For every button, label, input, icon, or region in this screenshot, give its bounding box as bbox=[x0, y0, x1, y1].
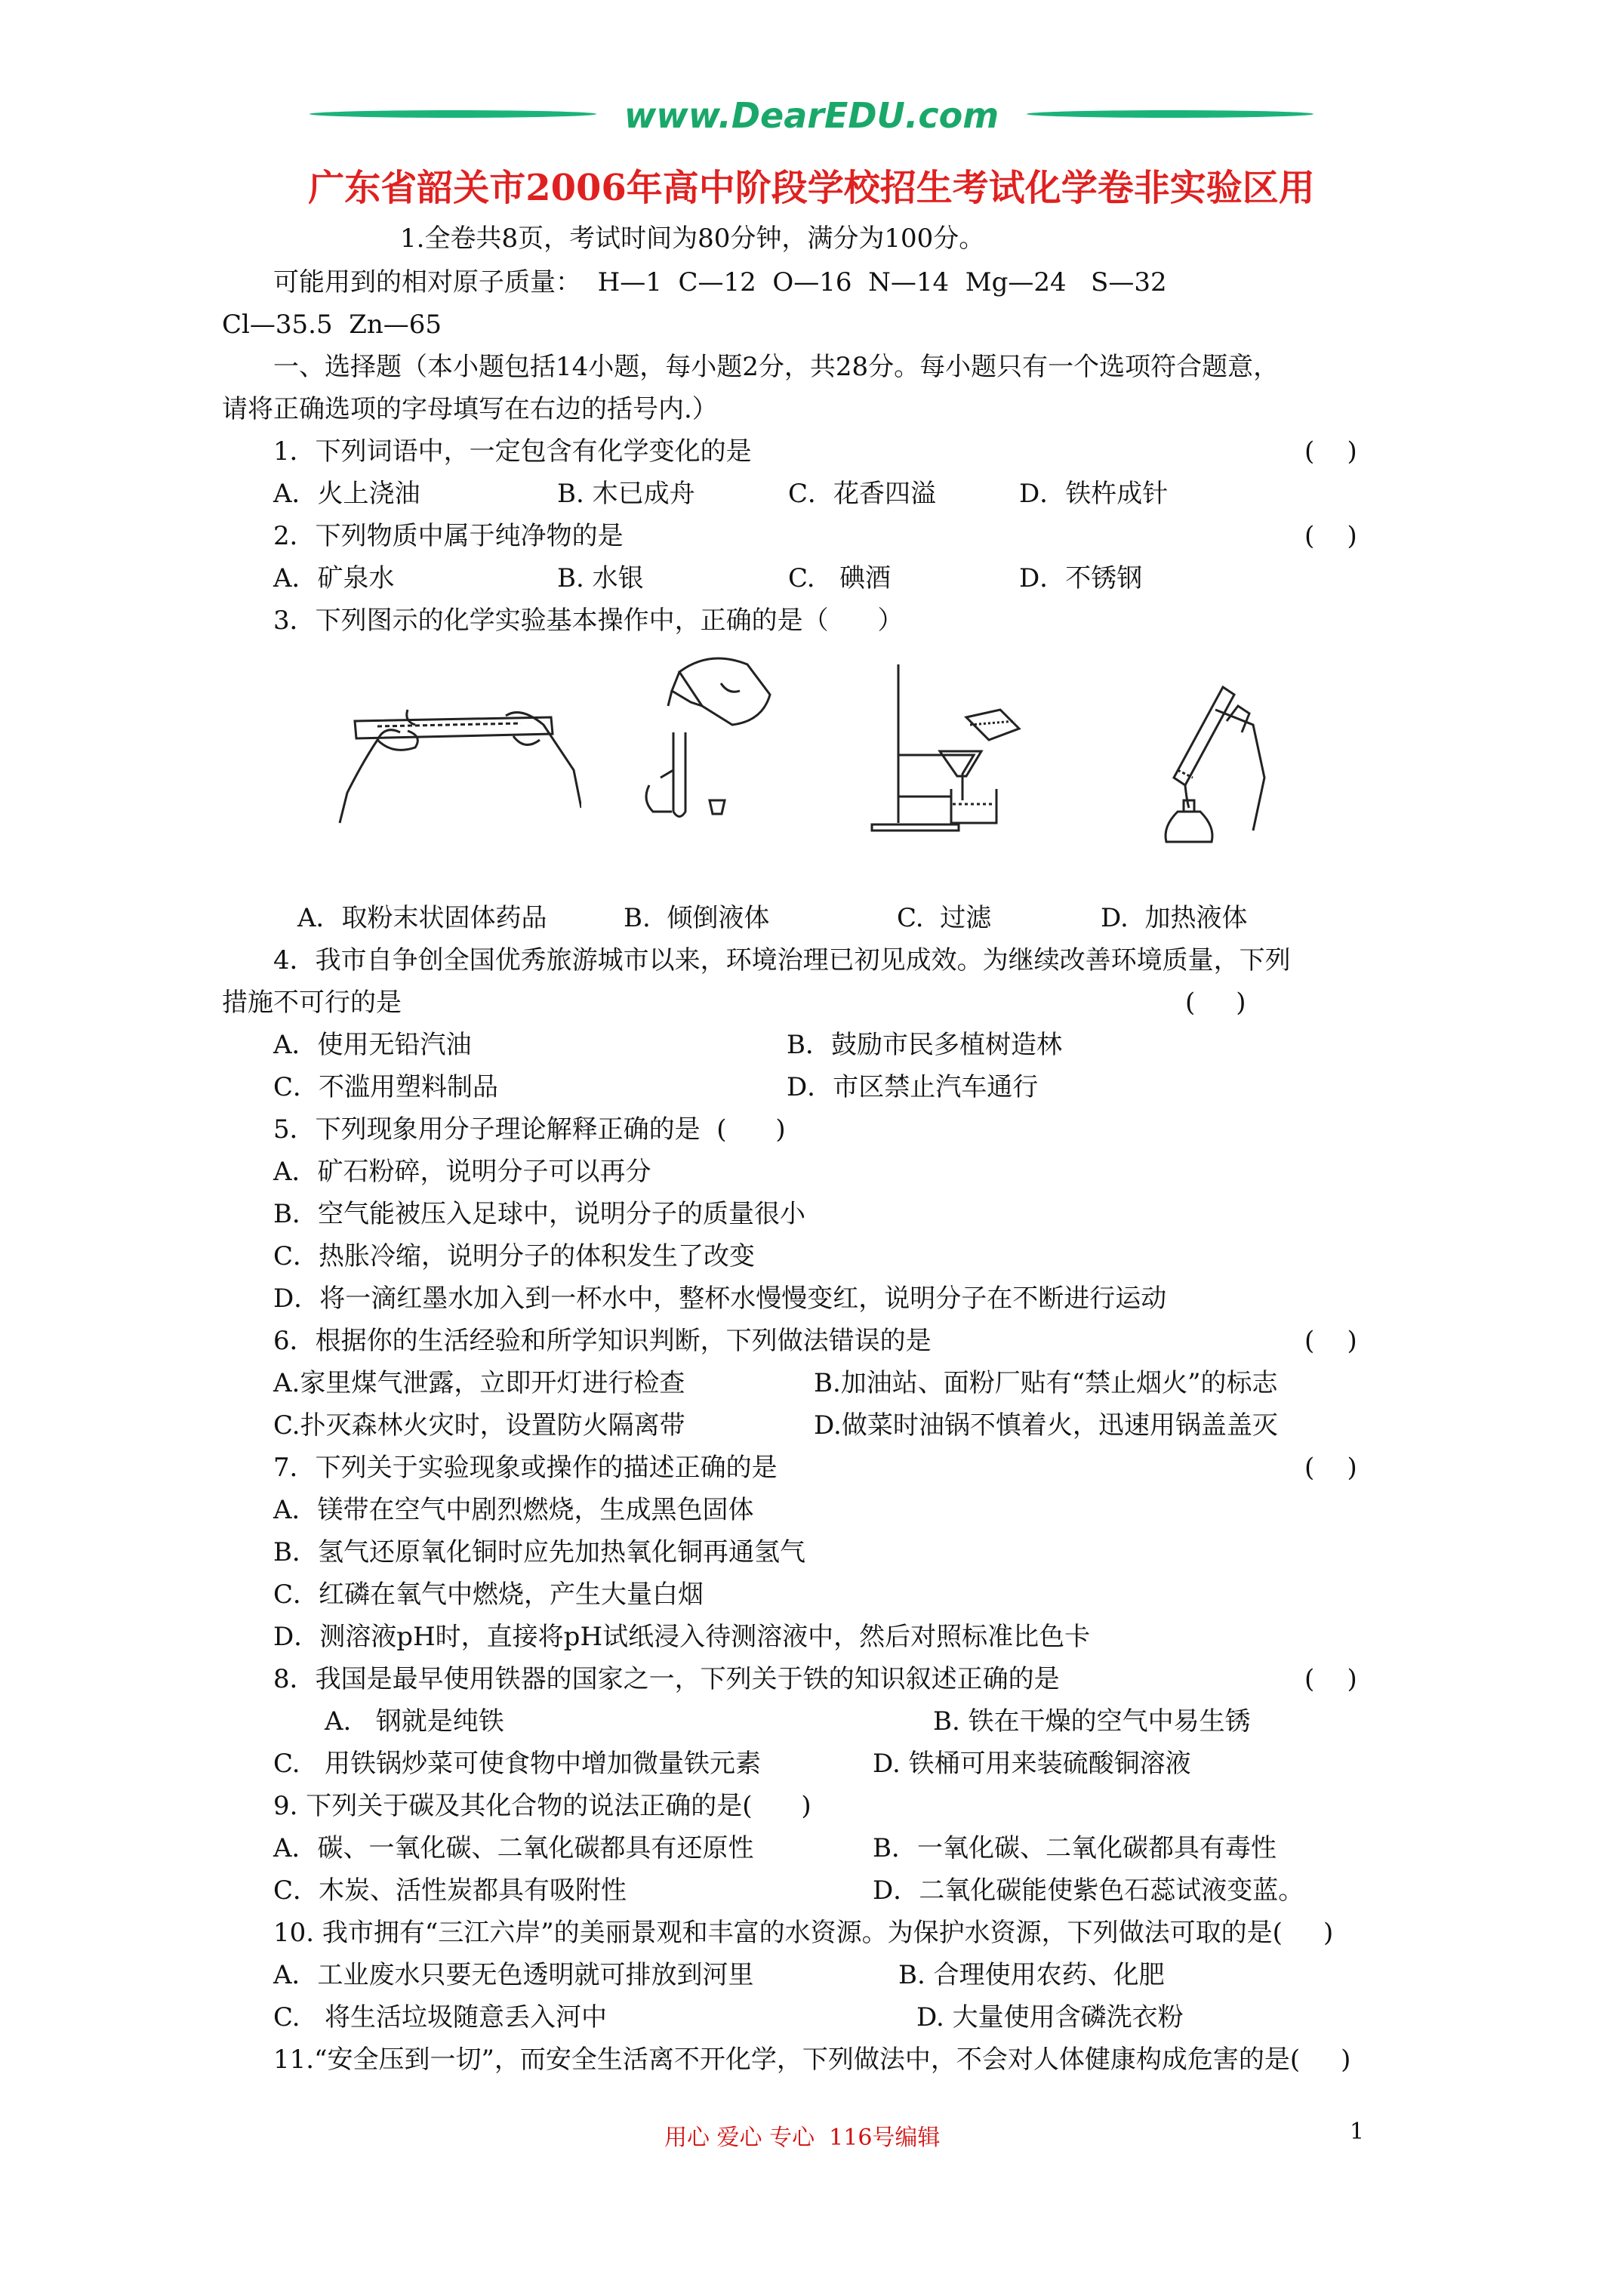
q3-option-a: A．取粉末状固体药品 bbox=[297, 903, 547, 933]
q8-option-b: B. 铁在干燥的空气中易生锈 bbox=[933, 1706, 1251, 1737]
filtration-figure bbox=[868, 657, 1042, 838]
q9-option-d: D．二氧化碳能使紫色石蕊试液变蓝。 bbox=[873, 1875, 1304, 1906]
q5-option-b: B．空气能被压入足球中，说明分子的质量很小 bbox=[273, 1199, 805, 1229]
q10-stem: 10. 我市拥有“三江六岸”的美丽景观和丰富的水资源。为保护水资源，下列做法可取的是( ) bbox=[273, 1918, 1334, 1948]
q4-option-d: D．市区禁止汽车通行 bbox=[787, 1072, 1039, 1102]
q7-answer-bracket[interactable]: ( ) bbox=[1304, 1453, 1357, 1483]
q3-option-c: C. 过滤 bbox=[897, 903, 992, 933]
q4-stem-line2: 措施不可行的是 bbox=[222, 988, 402, 1018]
q6-stem: 6．根据你的生活经验和所学知识判断，下列做法错误的是 bbox=[273, 1326, 932, 1356]
q3-option-d: D. 加热液体 bbox=[1101, 903, 1248, 933]
header-rule-left bbox=[310, 110, 596, 118]
header-rule-right bbox=[1027, 110, 1313, 118]
q7-option-c: C．红磷在氧气中燃烧，产生大量白烟 bbox=[273, 1579, 704, 1610]
q10-option-c: C. 将生活垃圾随意丢入河中 bbox=[273, 2002, 608, 2032]
q9-option-a: A．碳、一氧化碳、二氧化碳都具有还原性 bbox=[273, 1833, 754, 1863]
site-watermark: www.DearEDU.com bbox=[624, 95, 999, 136]
section-heading-line1: 一、选择题（本小题包括14小题，每小题2分，共28分。每小题只有一个选项符合题意， bbox=[273, 352, 1280, 382]
q10-option-d: D. 大量使用含磷洗衣粉 bbox=[916, 2002, 1184, 2032]
q7-option-b: B．氢气还原氧化铜时应先加热氧化铜再通氢气 bbox=[273, 1537, 805, 1567]
q6-option-b: B.加油站、面粉厂贴有“禁止烟火”的标志 bbox=[814, 1368, 1278, 1398]
q8-option-a: A. 钢就是纯铁 bbox=[325, 1706, 504, 1737]
page-number: 1 bbox=[1350, 2119, 1365, 2145]
q4-option-c: C．不滥用塑料制品 bbox=[273, 1072, 499, 1102]
q8-stem: 8．我国是最早使用铁器的国家之一，下列关于铁的知识叙述正确的是 bbox=[273, 1664, 1060, 1694]
page-title: 广东省韶关市2006年高中阶段学校招生考试化学卷非实验区用 bbox=[308, 167, 1315, 209]
q6-option-d: D.做菜时油锅不慎着火，迅速用锅盖盖灭 bbox=[814, 1410, 1278, 1441]
q4-option-b: B．鼓励市民多植树造林 bbox=[787, 1030, 1062, 1060]
q10-option-b: B. 合理使用农药、化肥 bbox=[898, 1960, 1165, 1990]
q2-option-d: D．不锈钢 bbox=[1019, 563, 1143, 593]
q9-stem: 9. 下列关于碳及其化合物的说法正确的是( ) bbox=[273, 1791, 812, 1821]
footer-credit: 用心 爱心 专心 116号编辑 bbox=[664, 2125, 941, 2151]
pouring-liquid-figure bbox=[619, 649, 800, 831]
q8-option-c: C. 用铁锅炒菜可使食物中增加微量铁元素 bbox=[273, 1749, 762, 1779]
q4-answer-bracket[interactable]: ( ) bbox=[1185, 988, 1246, 1018]
q1-option-a: A．火上浇油 bbox=[273, 479, 420, 509]
q2-option-b: B. 水银 bbox=[557, 563, 644, 593]
q4-option-a: A．使用无铅汽油 bbox=[273, 1030, 472, 1060]
q1-option-d: D．铁杵成针 bbox=[1019, 479, 1169, 509]
q11-stem: 11.“安全压到一切”，而安全生活离不开化学，下列做法中，不会对人体健康构成危害的是( ) bbox=[273, 2045, 1351, 2075]
section-heading-line2: 请将正确选项的字母填写在右边的括号内.） bbox=[222, 394, 718, 424]
q2-option-a: A．矿泉水 bbox=[273, 563, 395, 593]
q3-option-b: B. 倾倒液体 bbox=[624, 903, 770, 933]
q7-option-d: D．测溶液pH时，直接将pH试纸浸入待测溶液中，然后对照标准比色卡 bbox=[273, 1622, 1091, 1652]
q1-answer-bracket[interactable]: ( ) bbox=[1304, 436, 1357, 467]
q2-stem: 2．下列物质中属于纯净物的是 bbox=[273, 521, 624, 551]
q5-option-d: D．将一滴红墨水加入到一杯水中，整杯水慢慢变红，说明分子在不断进行运动 bbox=[273, 1284, 1167, 1314]
q8-answer-bracket[interactable]: ( ) bbox=[1304, 1664, 1357, 1694]
q5-stem: 5．下列现象用分子理论解释正确的是 ( ) bbox=[273, 1114, 786, 1145]
q3-stem: 3．下列图示的化学实验基本操作中，正确的是（ ） bbox=[273, 606, 904, 636]
q1-option-b: B. 木已成舟 bbox=[557, 479, 695, 509]
q4-stem-line1: 4．我市自争创全国优秀旅游城市以来，环境治理已初见成效。为继续改善环境质量，下列 bbox=[273, 945, 1291, 975]
atomic-masses-line2: Cl—35.5 Zn—65 bbox=[222, 310, 442, 340]
q7-stem: 7．下列关于实验现象或操作的描述正确的是 bbox=[273, 1453, 778, 1483]
q1-stem: 1．下列词语中，一定包含有化学变化的是 bbox=[273, 436, 752, 467]
q2-option-c: C. 碘酒 bbox=[788, 563, 892, 593]
q6-answer-bracket[interactable]: ( ) bbox=[1304, 1326, 1357, 1356]
q1-option-c: C．花香四溢 bbox=[788, 479, 937, 509]
q8-option-d: D. 铁桶可用来装硫酸铜溶液 bbox=[873, 1749, 1191, 1779]
q5-option-a: A．矿石粉碎，说明分子可以再分 bbox=[273, 1157, 651, 1187]
q6-option-c: C.扑灭森林火灾时，设置防火隔离带 bbox=[273, 1410, 685, 1441]
q10-option-a: A．工业废水只要无色透明就可排放到河里 bbox=[273, 1960, 754, 1990]
q9-option-c: C．木炭、活性炭都具有吸附性 bbox=[273, 1875, 627, 1906]
q9-option-b: B．一氧化碳、二氧化碳都具有毒性 bbox=[873, 1833, 1277, 1863]
atomic-masses-line1: 可能用到的相对原子质量： H—1 C—12 O—16 N—14 Mg—24 S—32 bbox=[273, 267, 1167, 297]
q5-option-c: C．热胀冷缩，说明分子的体积发生了改变 bbox=[273, 1241, 756, 1271]
q2-answer-bracket[interactable]: ( ) bbox=[1304, 521, 1357, 551]
q6-option-a: A.家里煤气泄露，立即开灯进行检查 bbox=[273, 1368, 685, 1398]
exam-note: 1.全卷共8页，考试时间为80分钟，满分为100分。 bbox=[400, 223, 985, 254]
powder-sampling-figure bbox=[332, 680, 581, 831]
q7-option-a: A．镁带在空气中剧烈燃烧，生成黑色固体 bbox=[273, 1495, 754, 1525]
heating-liquid-figure bbox=[1102, 680, 1283, 853]
